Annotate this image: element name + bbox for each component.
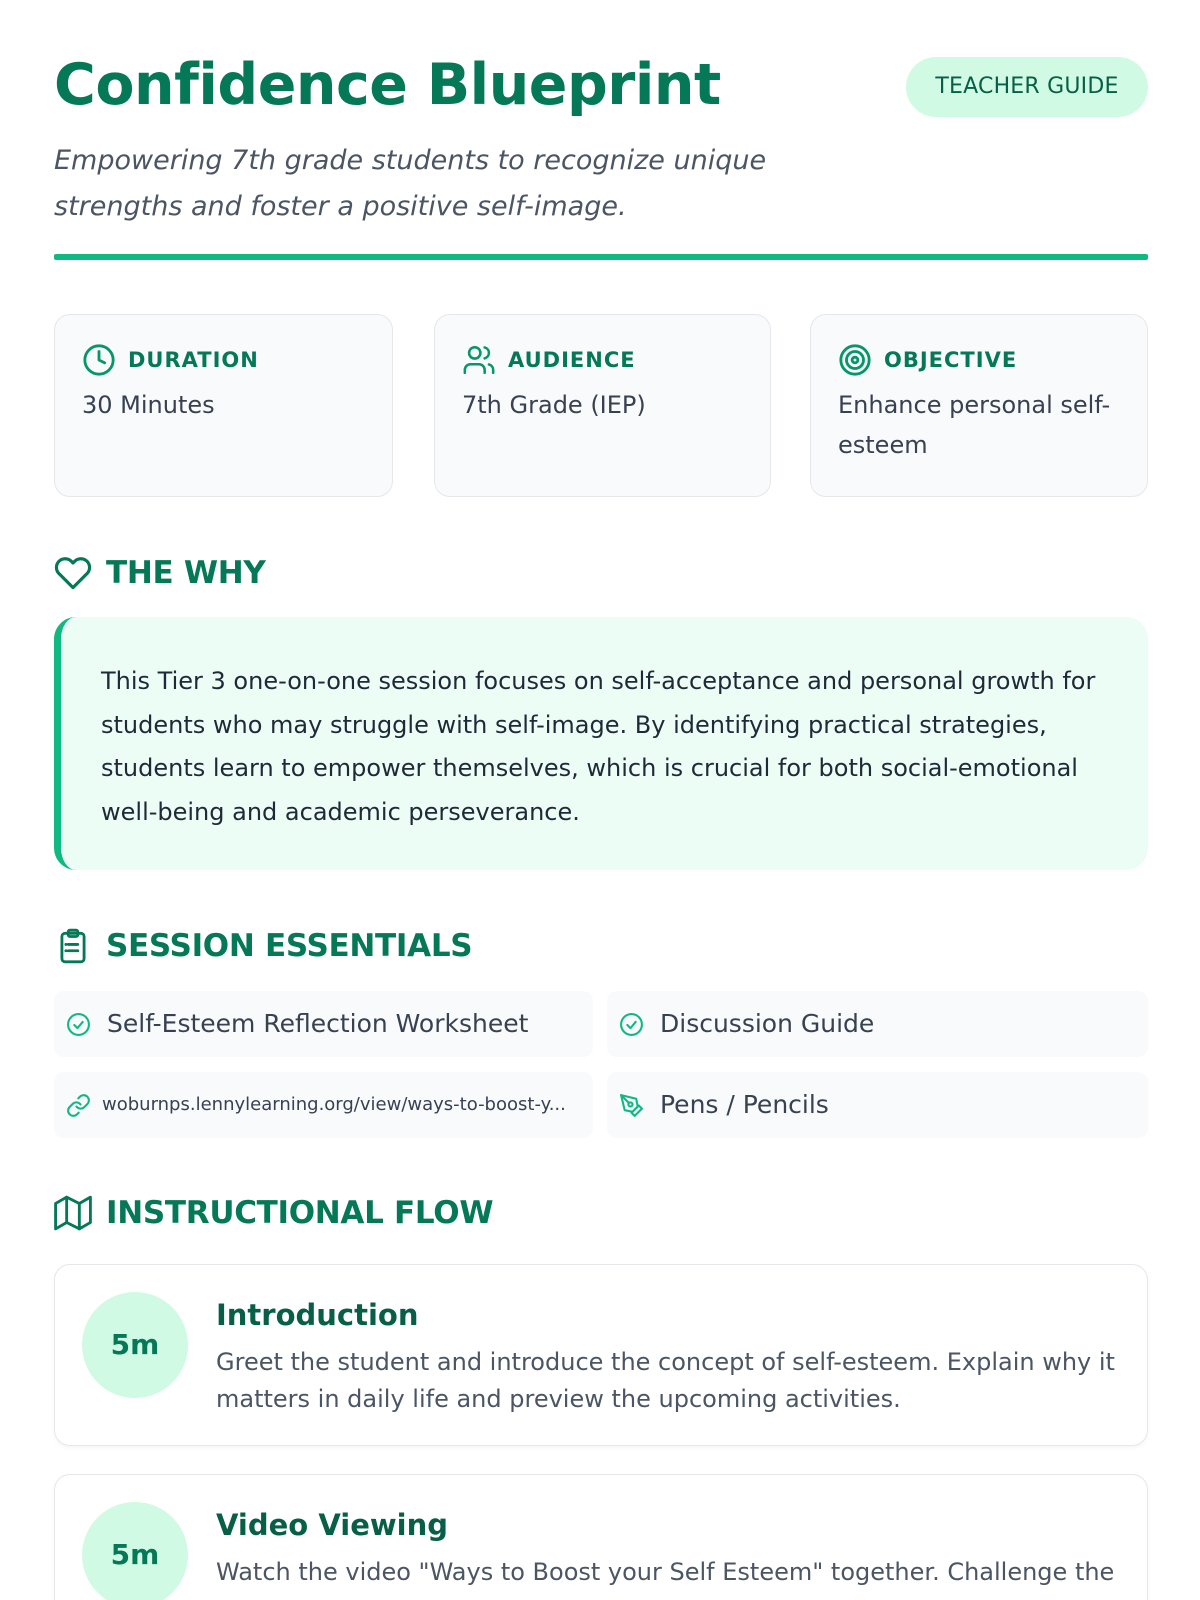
page-subtitle: Empowering 7th grade students to recognize unique strengths and foster a positive self-image. [54, 145, 767, 222]
duration-label: DURATION [128, 348, 259, 372]
page-title: Confidence Blueprint [54, 52, 721, 118]
flow-step [54, 1474, 1148, 1600]
map-icon [54, 1194, 92, 1232]
duration-value: 30 Minutes [82, 391, 215, 419]
pen-icon [619, 1093, 644, 1118]
flow-step [54, 1264, 1148, 1446]
essential-item-pens [607, 1072, 1148, 1138]
essential-item-discussion-guide [607, 991, 1148, 1057]
essentials-title: SESSION ESSENTIALS [106, 928, 473, 964]
objective-label: OBJECTIVE [884, 348, 1018, 372]
heart-icon [54, 554, 92, 592]
audience-value: 7th Grade (IEP) [462, 391, 646, 419]
step-title: Video Viewing [216, 1508, 448, 1542]
step-duration-badge: 5m [82, 1292, 188, 1398]
clock-icon [82, 343, 116, 377]
why-title: THE WHY [106, 555, 266, 591]
objective-card [810, 314, 1148, 497]
video-link[interactable]: woburnps.lennylearning.org/view/ways-to-boost-y... [102, 1094, 566, 1115]
clipboard-icon [54, 927, 92, 965]
flow-title: INSTRUCTIONAL FLOW [106, 1195, 494, 1231]
check-circle-icon [66, 1012, 91, 1037]
target-icon [838, 343, 872, 377]
teacher-guide-badge: TEACHER GUIDE [906, 57, 1148, 117]
users-icon [462, 343, 496, 377]
flow-heading [54, 1194, 493, 1232]
why-heading [54, 554, 266, 592]
why-text: This Tier 3 one-on-one session focuses on self-acceptance and personal growth for students who may struggle with self-image. By identifying practical strategies, students learn to empower themselves, which is crucial for both social-emotional well-being and academic perseverance. [101, 667, 1096, 826]
duration-card [54, 314, 393, 497]
step-duration-badge: 5m [82, 1502, 188, 1600]
lesson-page [54, 0, 1148, 1600]
essential-item-worksheet [54, 991, 593, 1057]
check-circle-icon [619, 1012, 644, 1037]
essential-text: Self-Esteem Reflection Worksheet [107, 1009, 529, 1038]
audience-card [434, 314, 771, 497]
audience-label: AUDIENCE [508, 348, 636, 372]
essential-text: Pens / Pencils [660, 1090, 829, 1119]
essential-item-video-link[interactable] [54, 1072, 593, 1138]
step-title: Introduction [216, 1298, 419, 1332]
header-divider [54, 254, 1148, 260]
why-callout [54, 617, 1148, 870]
header [54, 52, 1148, 262]
step-description: Greet the student and introduce the concept of self-esteem. Explain why it matters in daily life and preview the upcoming activities. [216, 1348, 1115, 1413]
objective-value: Enhance personal self-esteem [838, 391, 1111, 459]
essential-text: Discussion Guide [660, 1009, 875, 1038]
step-description: Watch the video "Ways to Boost your Self Esteem" together. Challenge the [216, 1558, 1115, 1586]
essentials-heading [54, 927, 472, 965]
link-icon [66, 1093, 91, 1118]
